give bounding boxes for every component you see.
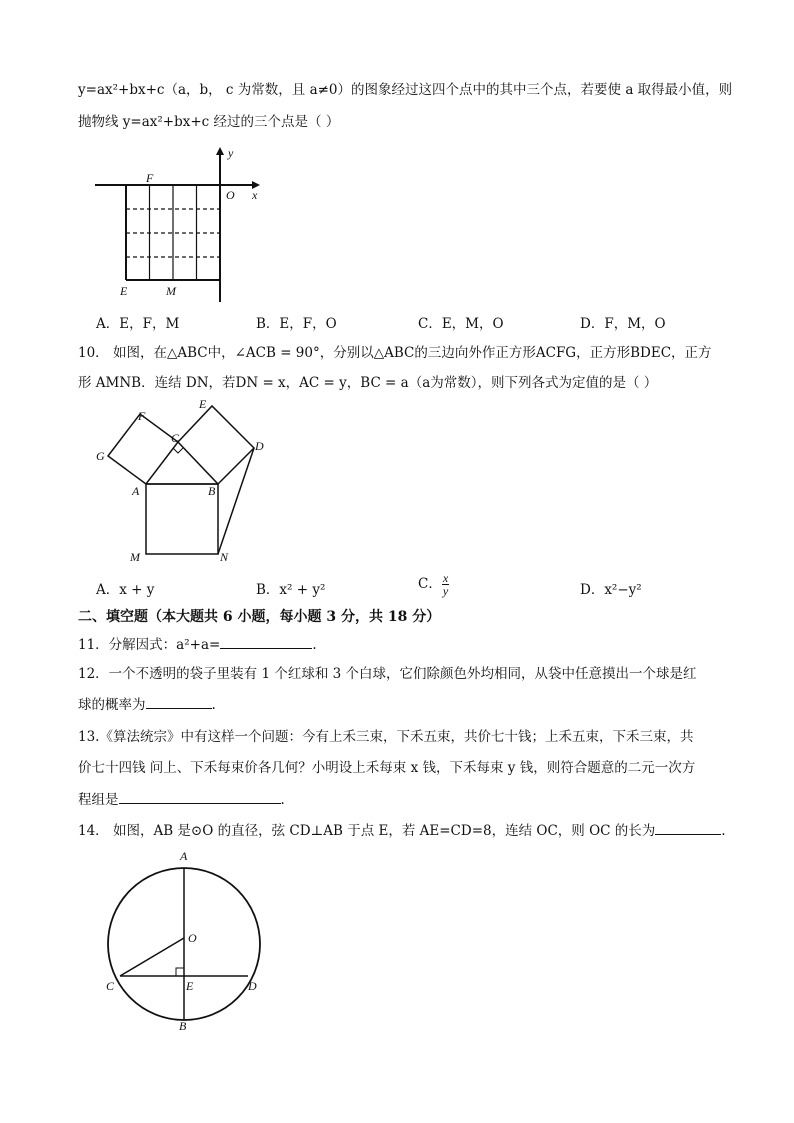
q10-label-c: C <box>171 431 180 445</box>
q14: 14． 如图，AB 是⊙O 的直径，弦 CD⊥AB 于点 E，若 AE=CD=8，连结 OC，则 OC 的长为 . <box>78 820 726 841</box>
q10-line2: 形 AMNB．连结 DN，若DN = x，AC = y，BC = a（a为常数），则下列各式为定值的是（ ） <box>78 375 658 391</box>
q9-line2: 抛物线 y=ax²+bx+c 经过的三个点是（ ） <box>78 114 340 130</box>
q14-label-a: A <box>180 849 188 863</box>
q10-option-c-fraction: $\frac{x}{y}$ <box>442 571 449 598</box>
q9-label-o: O <box>226 188 235 202</box>
q10-option-b: B．x² + y² <box>256 582 326 598</box>
q10-squares-figure <box>92 396 272 566</box>
q9-label-f: F <box>146 171 154 185</box>
q11: 11．分解因式：a²+a= . <box>78 634 317 655</box>
q14-label-o: O <box>188 931 197 945</box>
q9-option-d: D．F，M，O <box>580 316 666 332</box>
q14-label-d: D <box>248 979 257 993</box>
q10-option-d: D．x²−y² <box>580 582 642 598</box>
q14-answer-blank[interactable] <box>655 820 721 835</box>
q10-label-m: M <box>130 550 140 564</box>
q10-label-b: B <box>208 484 216 498</box>
q9-label-e: E <box>120 284 128 298</box>
section-title-fill-in: 二、填空题（本大题共 6 小题，每小题 3 分，共 18 分） <box>78 609 441 625</box>
q10-label-n: N <box>220 550 229 564</box>
q14-label-e: E <box>186 979 194 993</box>
q9-grid-figure <box>90 142 280 304</box>
q10-label-f: F <box>138 409 146 423</box>
q14-label-c: C <box>106 979 115 993</box>
q9-option-b: B．E，F，O <box>256 316 337 332</box>
q9-label-m: M <box>166 284 176 298</box>
q10-option-a: A．x + y <box>96 582 155 598</box>
q10-label-d: D <box>255 439 264 453</box>
q13-line1: 13.《算法统宗》中有这样一个问题：今有上禾三束，下禾五束，共价七十钱；上禾五束，下禾三束，共 <box>78 729 694 745</box>
q10-label-a: A <box>132 484 140 498</box>
q14-label-b: B <box>179 1019 187 1032</box>
q13-answer-blank[interactable] <box>119 789 281 804</box>
q9-option-c: C．E，M，O <box>418 316 504 332</box>
q11-answer-blank[interactable] <box>220 634 312 649</box>
q10-line1: 10． 如图，在△ABC中，∠ACB = 90°，分别以△ABC的三边向外作正方形ACFG，正方形BDEC，正方 <box>78 345 712 361</box>
q10-option-c: C． $\frac{x}{y}$ <box>418 571 449 598</box>
q10-label-g: G <box>96 449 105 463</box>
q9-option-a: A．E，F，M <box>96 316 180 332</box>
q10-label-e: E <box>199 397 207 411</box>
q12-line2: 球的概率为 . <box>78 694 216 715</box>
q13-line2: 价七十四钱 问上、下禾每束价各几何？小明设上禾每束 x 钱，下禾每束 y 钱，则符合题意的二元一次方 <box>78 760 696 776</box>
q14-circle-figure <box>100 842 270 1032</box>
q13-line3: 程组是 . <box>78 789 285 810</box>
q12-line1: 12．一个不透明的袋子里装有 1 个红球和 3 个白球，它们除颜色外均相同，从袋中任意摸出一个球是红 <box>78 666 697 682</box>
q9-label-y: y <box>228 146 234 160</box>
q9-label-x: x <box>252 188 258 202</box>
q12-answer-blank[interactable] <box>146 694 212 709</box>
q9-line1: y=ax²+bx+c（a，b， c 为常数，且 a≠0）的图象经过这四个点中的其中三个点，若要使 a 取得最小值，则 <box>78 82 733 98</box>
